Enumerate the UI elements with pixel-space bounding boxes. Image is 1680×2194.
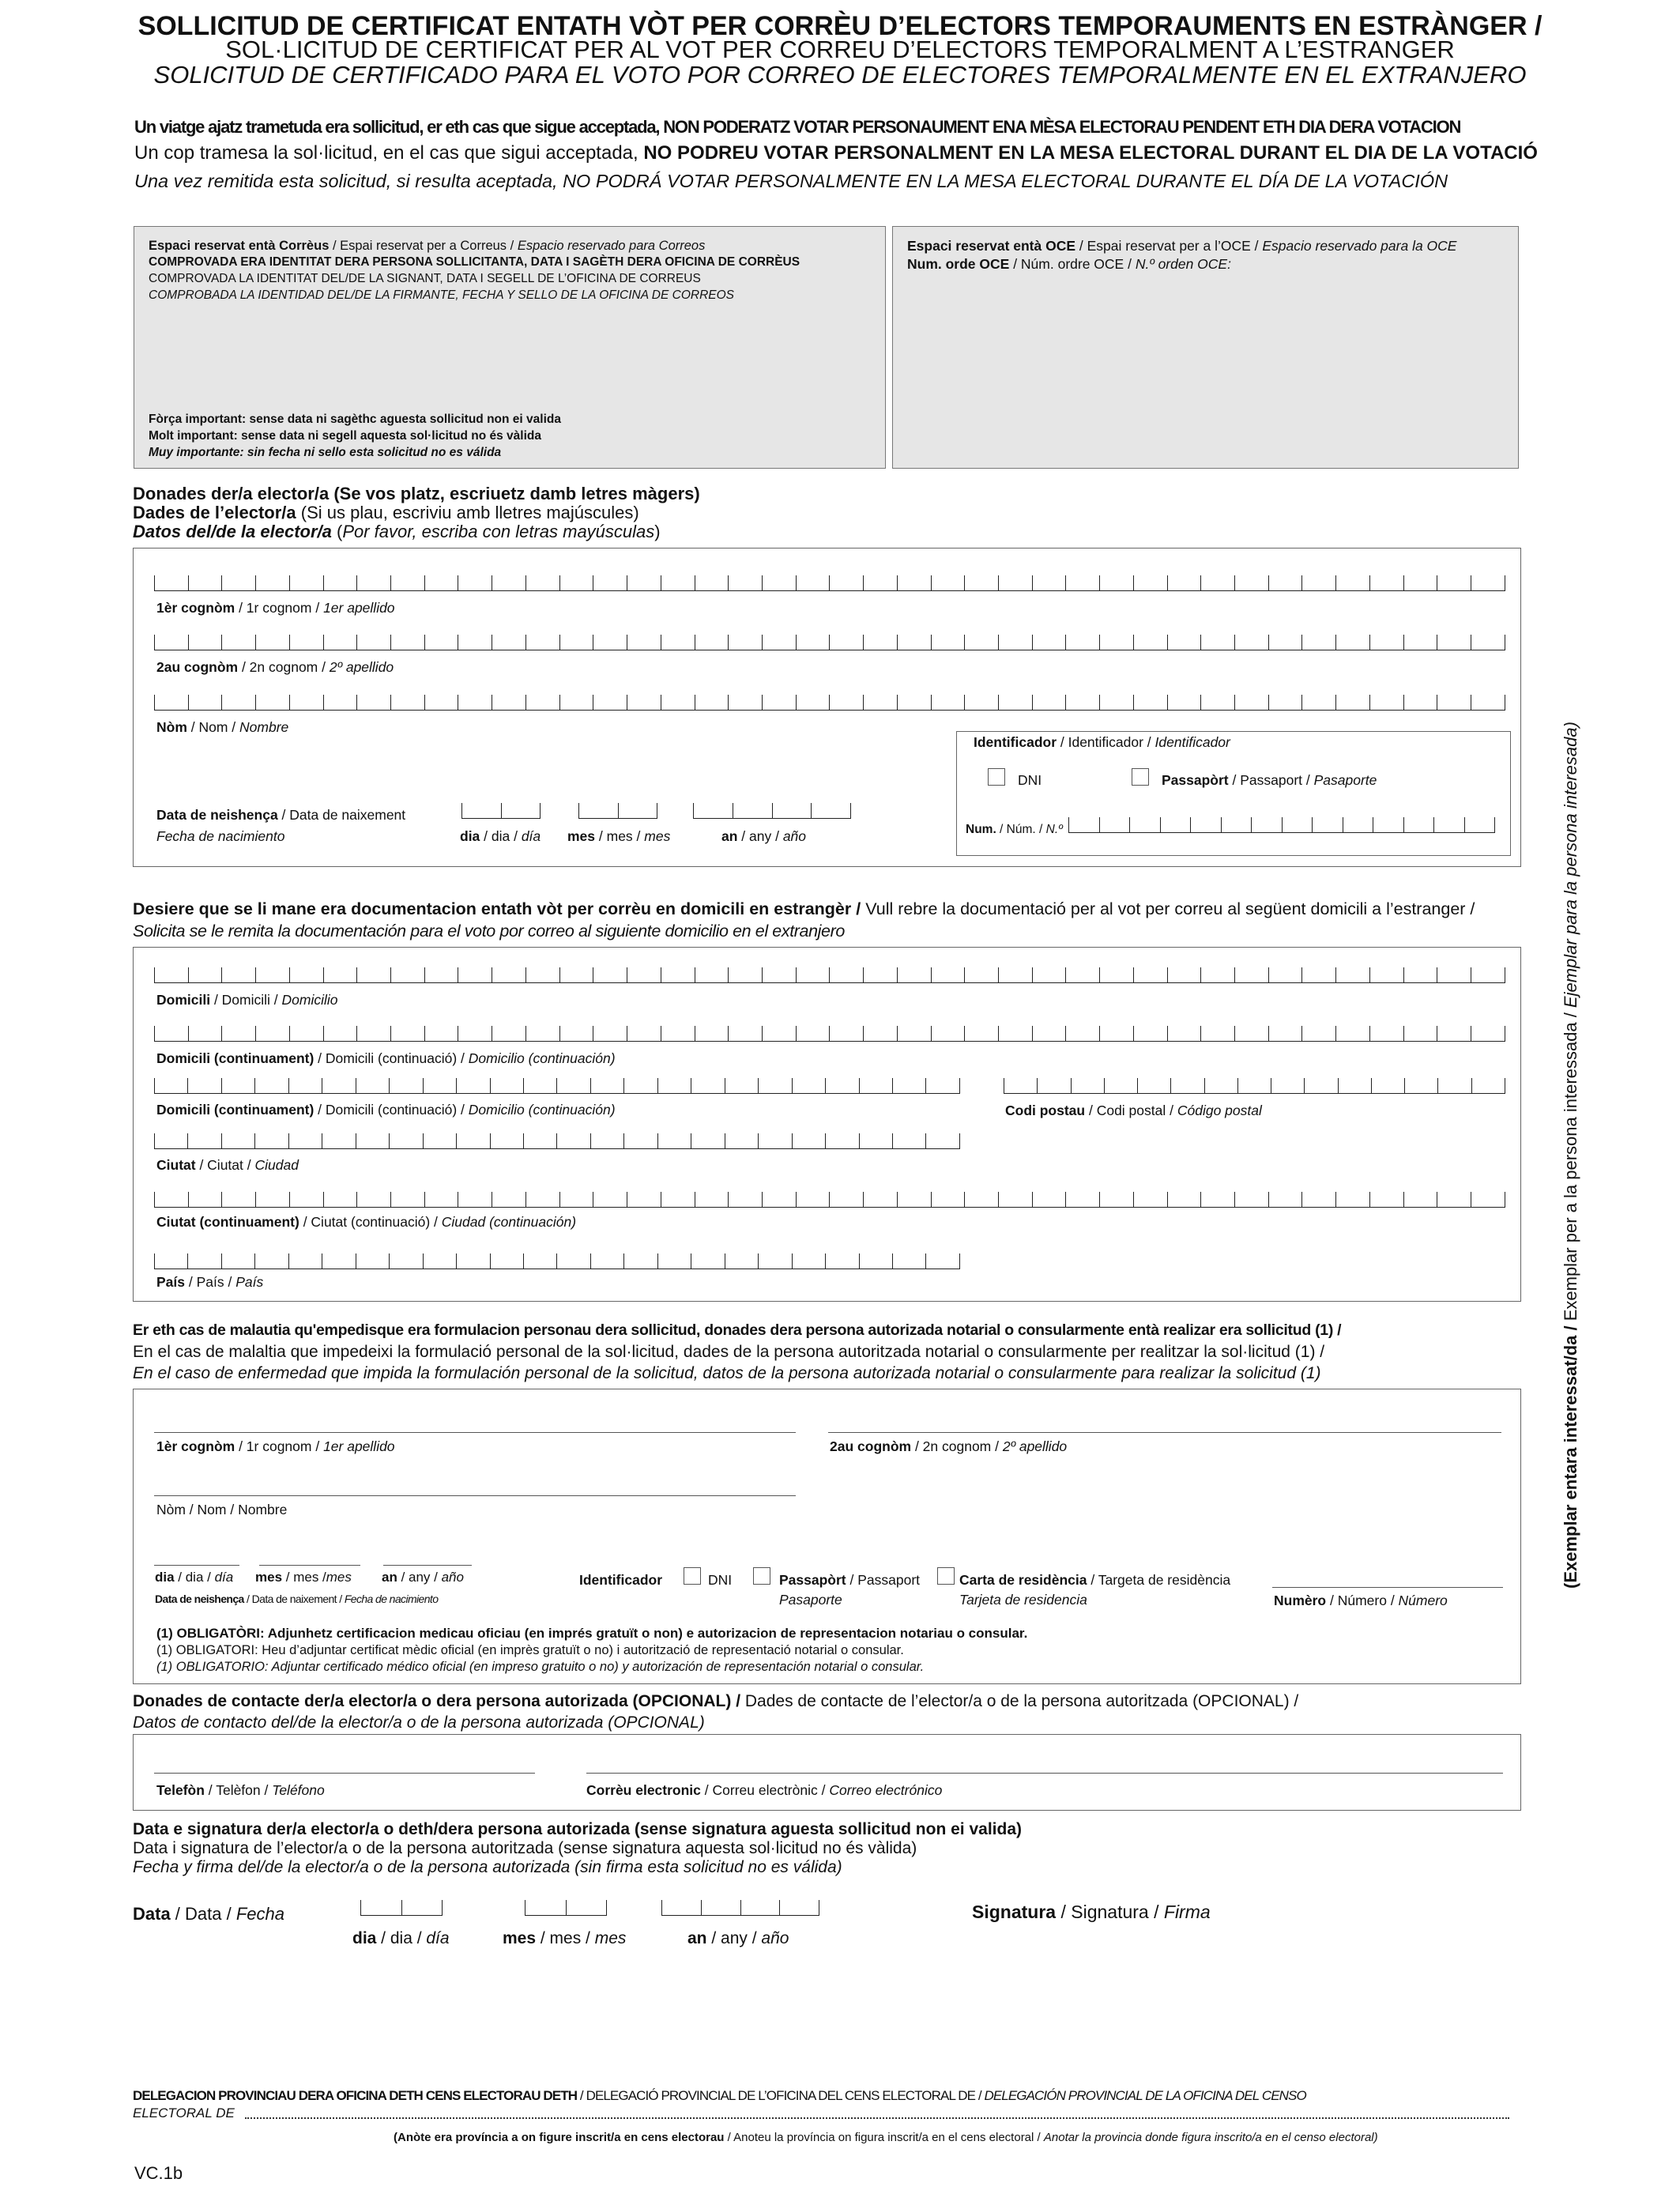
auth-residence-card-label: Carta de residència / Targeta de residència [959,1572,1231,1588]
correus-note-oc: Fòrça important: sense data ni sagèthc aguesta sollicitud non ei valida [149,413,561,426]
city-input-boxes[interactable] [154,1133,960,1149]
auth-birth-day-line[interactable] [154,1565,239,1566]
address-cont1-label: Domicili (continuament) / Domicili (continuació) / Domicilio (continuación) [156,1050,616,1066]
auth-surname1-label: 1èr cognòm / 1r cognom / 1er apellido [156,1438,395,1454]
warning-spanish: Una vez remitida esta solicitud, si resulta aceptada, NO PODRÁ VOTAR PERSONALMENTE EN LA MESA ELECTORAL DURANTE EL DÍA DE LA VOTACIÓN [134,171,1448,191]
signature-label: Signatura / Signatura / Firma [972,1902,1211,1922]
city-cont-input-boxes[interactable] [154,1192,1505,1208]
postal-code-label: Codi postau / Codi postal / Código postal [1005,1103,1262,1118]
surname2-input-boxes[interactable] [154,635,1505,650]
auth-birth-month-line[interactable] [259,1565,360,1566]
title-occitan: SOLLICITUD DE CERTIFICAT ENTATH VÒT PER CORRÈU D’ELECTORS TEMPORAUMENTS EN ESTRÀNGER / [137,11,1543,41]
oce-reserved-box [892,226,1519,469]
auth-birthdate-label: Data de neishença / Data de naixement / Fecha de nacimiento [155,1593,439,1605]
auth-residence-card-checkbox[interactable] [937,1567,955,1585]
country-input-boxes[interactable] [154,1253,960,1269]
auth-dni-checkbox[interactable] [684,1567,701,1585]
email-line[interactable] [586,1773,1503,1774]
auth-number-label: Numèro / Número / Número [1274,1593,1448,1608]
surname1-input-boxes[interactable] [154,575,1505,591]
correus-note-ca: Molt important: sense data ni segell aquesta sol·licitud no és vàlida [149,429,541,443]
sign-year-boxes[interactable] [661,1900,819,1916]
delegation-label: DELEGACION PROVINCIAU DERA OFICINA DETH CENS ELECTORAU DETH / DELEGACIÓ PROVINCIAL DE L’OFICINA DEL CENS ELECTORAL DE / DELEGACIÓN PROVINCIAL DE LA OFICINA DEL CENSO [133,2088,1306,2103]
birth-day-boxes[interactable] [461,803,541,819]
auth-birth-month-label: mes / mes /mes [255,1570,352,1585]
auth-name-line[interactable] [154,1495,796,1496]
address-section [133,947,1521,1302]
contact-title-es: Datos de contacto del/de la elector/a o de la persona autorizada (OPCIONAL) [133,1713,705,1732]
mandatory-note-ca: (1) OBLIGATORI: Heu d’adjuntar certificat mèdic oficial (en imprès gratuït o no) i autorització de representació notarial o consular. [156,1643,904,1657]
auth-identifier-label: Identificador [579,1572,663,1588]
oce-order-number-label: Num. orde OCE / Núm. ordre OCE / N.º orden OCE: [907,256,1231,272]
auth-residence-card-label-es: Tarjeta de residencia [959,1592,1087,1608]
correus-box-line-ca: COMPROVADA LA IDENTITAT DEL/DE LA SIGNANT, DATA I SEGELL DE L’OFICINA DE CORREUS [149,272,701,285]
delegation-province-line[interactable] [245,2117,1509,2119]
authorized-title-oc: Er eth cas de malautia qu'empedisque era formulacion personau dera sollicitud, donades dera persona autorizada notarial o consularmente entà realizar era sollicitud (1) / [133,1321,1342,1339]
address-title-oc-ca: Desiere que se li mane era documentacion entath vòt per corrèu en domicili en estrangèr / Vull rebre la documentació per al vot per correu al següent domicili a l’estranger / [133,899,1475,918]
elector-title-oc: Donades der/a elector/a (Se vos platz, escriuetz damb letres màgers) [133,484,700,503]
auth-passport-label: Passapòrt / Passaport [779,1572,921,1588]
address-label: Domicili / Domicili / Domicilio [156,992,338,1008]
delegation-label-cont: ELECTORAL DE [133,2105,235,2120]
auth-passport-label-es: Pasaporte [779,1592,842,1608]
warning-catalan: Un cop tramesa la sol·licitud, en el cas que sigui acceptada, NO PODREU VOTAR PERSONALMENT EN LA MESA ELECTORAL DURANT EL DIA DE LA VOTACIÓ [134,142,1538,164]
passport-checkbox[interactable] [1132,768,1149,786]
dni-label: DNI [1018,772,1042,788]
address-cont2-input-boxes[interactable] [154,1078,960,1094]
authorized-title-es: En el caso de enfermedad que impida la formulación personal de la solicitud, datos de la persona autorizada notarial o consularmente para realizar la solicitud (1) [133,1364,1321,1382]
passport-label: Passapòrt / Passaport / Pasaporte [1162,772,1377,788]
auth-surname2-label: 2au cognòm / 2n cognom / 2º apellido [830,1438,1068,1454]
mandatory-note-oc: (1) OBLIGATÒRI: Adjunhetz certificacion medicau oficiau (en imprés gratuït o non) e autorizacion de representacion notariau o consular. [156,1626,1028,1641]
birthdate-label-es: Fecha de nacimiento [156,828,285,844]
identifier-label: Identificador / Identificador / Identificador [974,734,1230,750]
phone-label: Telefòn / Telèfon / Teléfono [156,1782,325,1798]
birth-month-boxes[interactable] [578,803,657,819]
auth-surname2-line[interactable] [828,1432,1501,1433]
address-cont2-label: Domicili (continuament) / Domicili (continuació) / Domicilio (continuación) [156,1102,616,1118]
correus-box-title: Espaci reservat entà Corrèus / Espai reservat per a Correus / Espacio reservado para Correos [149,239,706,253]
surname1-label: 1èr cognòm / 1r cognom / 1er apellido [156,600,395,616]
province-note: (Anòte era província a on figure inscrit/a en cens electorau / Anoteu la província on figura inscrit/a en el cens electoral / Anotar la provincia donde figura inscrito/a en el censo electoral) [394,2131,1378,2144]
signature-title-ca: Data i signatura de l’elector/a o de la persona autoritzada (sense signatura aquesta sol·licitud no és vàlida) [133,1839,917,1857]
side-copy-label: (Exemplar entara interessat/da / Exemplar per a la persona interessada / Ejemplar para la persona interesada) [1561,722,1580,1589]
birth-year-boxes[interactable] [693,803,851,819]
sign-year-label: an / any / año [687,1929,789,1947]
address-input-boxes[interactable] [154,967,1505,983]
sign-day-label: dia / dia / día [352,1929,450,1947]
elector-title-ca: Dades de l’elector/a (Si us plau, escriviu amb lletres majúscules) [133,503,639,522]
email-label: Corrèu electronic / Correu electrònic / Correo electrónico [586,1782,943,1798]
correus-box-line-es: COMPROBADA LA IDENTIDAD DEL/DE LA FIRMANTE, FECHA Y SELLO DE LA OFICINA DE CORREOS [149,288,734,302]
id-number-input-boxes[interactable] [1068,817,1495,833]
address-title-es: Solicita se le remita la documentación para el voto por correo al siguiente domicilio en el extranjero [133,922,845,941]
auth-name-label: Nòm / Nom / Nombre [156,1502,288,1517]
auth-number-line[interactable] [1272,1587,1503,1588]
auth-birth-year-line[interactable] [383,1565,472,1566]
name-input-boxes[interactable] [154,695,1505,711]
correus-note-es: Muy importante: sin fecha ni sello esta solicitud no es válida [149,446,502,459]
authorized-title-ca: En el cas de malaltia que impedeixi la formulació personal de la sol·licitud, dades de la persona autoritzada notarial o consularmente per realitzar la sol·licitud (1) / [133,1343,1325,1361]
title-catalan: SOL·LICITUD DE CERTIFICAT PER AL VOT PER CORREU D’ELECTORS TEMPORALMENT A L’ESTRANGER [225,36,1455,63]
id-number-label: Num. / Núm. / N.º [966,823,1063,836]
birth-month-label: mes / mes / mes [567,828,671,844]
sign-day-boxes[interactable] [360,1900,443,1916]
sign-date-label: Data / Data / Fecha [133,1904,284,1924]
form-code: VC.1b [134,2163,183,2183]
country-label: País / País / País [156,1274,264,1290]
city-label: Ciutat / Ciutat / Ciudad [156,1157,299,1173]
address-cont1-input-boxes[interactable] [154,1026,1505,1042]
city-cont-label: Ciutat (continuament) / Ciutat (continuació) / Ciudad (continuación) [156,1214,577,1230]
warning-occitan: Un viatge ajatz trametuda era sollicitud, er eth cas que sigue acceptada, NON PODERATZ VOTAR PERSONAUMENT ENA MÈSA ELECTORAU PENDENT ETH DIA DERA VOTACION [134,117,1461,137]
auth-birth-year-label: an / any / año [382,1570,464,1585]
auth-birth-day-label: dia / dia / día [155,1570,234,1585]
birth-year-label: an / any / año [721,828,807,844]
contact-title-oc-ca: Donades de contacte der/a elector/a o dera persona autorizada (OPCIONAL) / Dades de contacte de l’elector/a o de la persona autoritzada (OPCIONAL) / [133,1692,1299,1710]
auth-passport-checkbox[interactable] [753,1567,770,1585]
birth-day-label: dia / dia / día [460,828,541,844]
auth-dni-label: DNI [708,1572,733,1588]
postal-code-input-boxes[interactable] [1004,1078,1505,1094]
title-spanish: SOLICITUD DE CERTIFICADO PARA EL VOTO POR CORREO DE ELECTORES TEMPORALMENTE EN EL EXTRANJERO [153,61,1527,89]
phone-line[interactable] [154,1773,535,1774]
mandatory-note-es: (1) OBLIGATORIO: Adjuntar certificado médico oficial (en impreso gratuito o no) y autorización de representación notarial o consular. [156,1660,925,1674]
correus-reserved-box [134,226,886,469]
auth-surname1-line[interactable] [154,1432,796,1433]
name-label: Nòm / Nom / Nombre [156,719,289,735]
dni-checkbox[interactable] [988,768,1005,786]
sign-month-boxes[interactable] [525,1900,607,1916]
birthdate-label: Data de neishença / Data de naixement [156,807,406,823]
oce-box-title: Espaci reservat entà OCE / Espai reservat per a l’OCE / Espacio reservado para la OCE [907,238,1457,254]
elector-title-es: Datos del/de la elector/a (Por favor, escriba con letras mayúsculas) [133,522,661,541]
correus-box-line-oc: COMPROVADA ERA IDENTITAT DERA PERSONA SOLLICITANTA, DATA I SAGÈTH DERA OFICINA DE CORRÈUS [149,255,800,269]
surname2-label: 2au cognòm / 2n cognom / 2º apellido [156,659,394,675]
signature-title-oc: Data e signatura der/a elector/a o deth/dera persona autorizada (sense signatura aguesta sollicitud non ei valida) [133,1820,1022,1838]
signature-title-es: Fecha y firma del/de la elector/a o de la persona autorizada (sin firma esta solicitud no es válida) [133,1858,842,1876]
sign-month-label: mes / mes / mes [503,1929,627,1947]
